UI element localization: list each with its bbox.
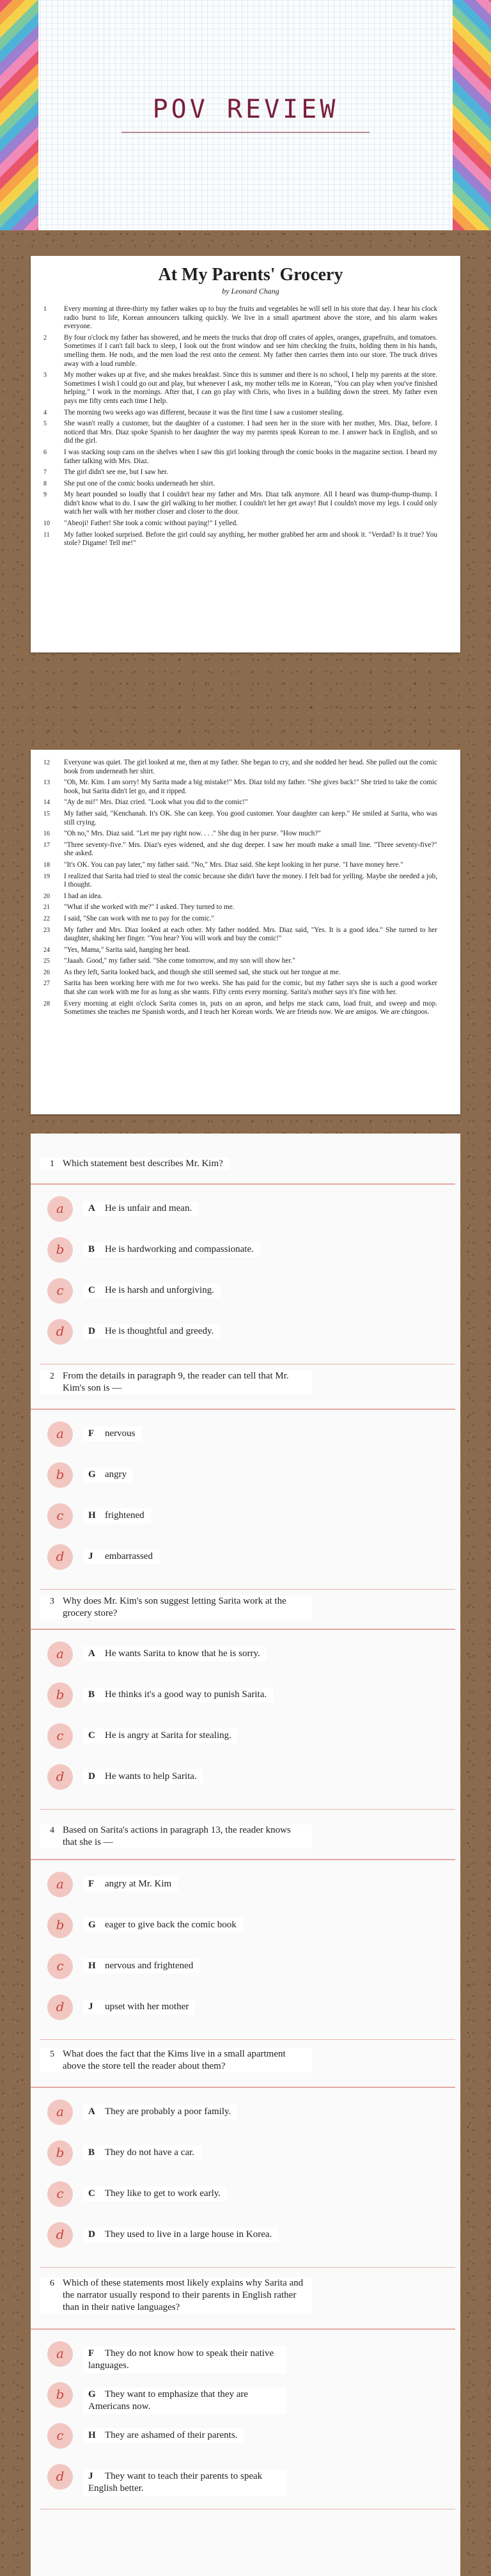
option-letter: J — [88, 2471, 93, 2481]
question-text — [40, 2048, 312, 2073]
paragraph-number: 28 — [43, 1000, 50, 1007]
paragraph-number: 25 — [43, 958, 50, 965]
option-bubble[interactable]: d — [47, 1544, 73, 1570]
paragraph-number: 16 — [43, 830, 50, 838]
answer-option-f[interactable] — [47, 1872, 444, 1897]
question-text — [40, 2277, 312, 2314]
question-text — [40, 1158, 230, 1170]
paragraph-number: 2 — [43, 334, 47, 342]
story-paragraph — [43, 892, 437, 901]
option-text: upset with her mother — [105, 2002, 189, 2012]
paragraph-text: "Ay de mi!" Mrs. Diaz cried. "Look what you did to the comic!" — [64, 798, 248, 807]
question-number: 5 — [50, 2050, 54, 2059]
paragraph-number: 23 — [43, 926, 50, 934]
option-label — [83, 1769, 203, 1784]
paragraph-text: The morning two weeks ago was different, because it was the first time I saw a customer stealing. — [64, 408, 344, 416]
option-label — [83, 1687, 273, 1702]
paragraph-number: 3 — [43, 372, 47, 379]
option-letter: D — [88, 1326, 95, 1336]
question-1 — [40, 1158, 455, 1339]
answer-option-j[interactable] — [47, 1544, 444, 1570]
paragraph-text: My heart pounded so loudly that I couldn't hear my father and Mrs. Diaz talk anymore. All I heard was thump-thump-thump. I didn't know what to do. I saw the girl walking to her mother. I couldn't let her get away! But I couldn't move my legs. I could only watch her walk with her mother closer and closer to the door. — [64, 491, 437, 516]
paragraph-text: "Oh, Mr. Kim. I am sorry! My Sarita made a big mistake!" Mrs. Diaz told my father. "She gives back!" She tried to take the comic book, but Sarita didn't let go, and it ripped. — [64, 778, 437, 795]
option-text: He thinks it's a good way to punish Sarita. — [105, 1689, 267, 1700]
story-paragraph — [43, 914, 437, 924]
option-letter: F — [88, 1879, 95, 1889]
option-text: They used to live in a large house in Korea. — [105, 2229, 272, 2240]
paragraph-number: 6 — [43, 448, 47, 456]
option-text: They do not have a car. — [105, 2147, 194, 2158]
option-label — [83, 2000, 195, 2014]
answer-option-j[interactable] — [47, 1995, 444, 2020]
option-text: He wants Sarita to know that he is sorry. — [105, 1648, 260, 1659]
paragraph-text: "Oh no," Mrs. Diaz said. "Let me pay right now. . . ." She dug in her purse. "How much?" — [64, 830, 321, 838]
option-letter: G — [88, 2389, 96, 2399]
story-paragraph — [43, 479, 437, 489]
option-bubble[interactable]: b — [47, 2382, 73, 2408]
answer-option-g[interactable] — [47, 1913, 444, 1938]
option-bubble[interactable]: d — [47, 2464, 73, 2490]
story-sheet-1 — [31, 256, 460, 652]
paragraph-number: 11 — [43, 531, 50, 539]
answer-option-h[interactable] — [47, 1503, 444, 1529]
option-letter: B — [88, 1689, 95, 1700]
question-text — [40, 1595, 312, 1620]
paragraph-text: Everyone was quiet. The girl looked at me, then at my father. She began to cry, and she nodded her head. She pulled out the comic book from underneath her shirt. — [64, 759, 437, 775]
option-label — [83, 1647, 267, 1661]
option-bubble[interactable]: c — [47, 1954, 73, 1979]
story-paragraph — [43, 830, 437, 839]
option-label — [83, 1508, 151, 1523]
story-paragraphs-part-2 — [43, 759, 437, 1017]
option-letter: F — [88, 1428, 95, 1439]
option-label — [83, 1242, 260, 1257]
paragraph-number: 18 — [43, 861, 50, 869]
story-paragraph — [43, 999, 437, 1017]
answer-option-c[interactable] — [47, 1278, 444, 1304]
option-text: He is unfair and mean. — [105, 1203, 192, 1213]
answer-option-a[interactable] — [47, 1641, 444, 1667]
paragraph-number: 15 — [43, 810, 50, 818]
question-divider — [31, 2087, 455, 2088]
option-text: They are probably a poor family. — [105, 2106, 231, 2117]
question-number: 1 — [50, 1159, 54, 1169]
question-prompt: Why does Mr. Kim's son suggest letting Sarita work at the grocery store? — [63, 1596, 286, 1618]
option-text: He is angry at Sarita for stealing. — [105, 1730, 231, 1741]
option-letter: G — [88, 1920, 96, 1930]
option-label — [83, 2105, 237, 2119]
answer-option-c[interactable] — [47, 1723, 444, 1749]
story-paragraph — [43, 968, 437, 977]
answer-option-d[interactable] — [47, 2222, 444, 2248]
question-divider — [31, 2328, 455, 2330]
option-bubble[interactable]: a — [47, 1872, 73, 1897]
story-sheet-2 — [31, 750, 460, 1114]
story-byline: by Leonard Chang — [222, 287, 279, 296]
paragraph-number: 19 — [43, 873, 50, 880]
question-text — [40, 1370, 312, 1395]
header-banner — [0, 0, 491, 230]
question-number: 3 — [50, 1597, 54, 1606]
paragraph-text: Every morning at eight o'clock Sarita comes in, puts on an apron, and helps me stack cans, load fruit, and sweep and mop. Sometimes she teaches me Spanish words, and I teach her Korean words. We are friends now. We are amigos. We are chingoos. — [64, 999, 437, 1016]
answer-option-f[interactable] — [47, 1421, 444, 1447]
paragraph-text: She put one of the comic books underneath her shirt. — [64, 479, 215, 487]
story-paragraph — [43, 979, 437, 997]
option-bubble[interactable]: b — [47, 1913, 73, 1938]
option-letter: B — [88, 2147, 95, 2158]
option-label — [83, 1467, 133, 1482]
option-label — [83, 1959, 199, 1973]
paragraph-number: 24 — [43, 946, 50, 954]
story-paragraph — [43, 408, 437, 418]
option-text: frightened — [105, 1510, 144, 1521]
paragraph-number: 20 — [43, 892, 50, 900]
paragraph-text: "Yes, Mama," Sarita said, hanging her head. — [64, 945, 191, 954]
paragraph-text: By four o'clock my father has showered, and he meets the trucks that drop off crates of apples, oranges, grapefruits, and tomatoes. Sometimes if I can't fall back to sleep, I look out the front window and see him checking the fruits, holding them in his hands, smelling them. He nods, and the men load the rest onto the cement. My father then carries them into our store. The truck drives away with a loud rumble. — [64, 333, 437, 368]
story-paragraph — [43, 778, 437, 796]
question-6 — [40, 2277, 455, 2493]
answer-option-g[interactable] — [47, 1462, 444, 1488]
option-bubble[interactable]: a — [47, 1421, 73, 1447]
paragraph-number: 27 — [43, 980, 50, 988]
option-letter: H — [88, 1961, 96, 1971]
question-4 — [40, 1824, 455, 2014]
question-divider — [31, 1183, 455, 1185]
paragraph-number: 8 — [43, 480, 47, 487]
paragraph-text: My father said, "Kenchanah. It's OK. She can keep. You good customer. Your daughter can keep." He smiled at Sarita, who was still crying. — [64, 809, 437, 826]
option-bubble[interactable]: d — [47, 1319, 73, 1345]
question-prompt: Which of these statements most likely explains why Sarita and the narrator usually respond to their parents in English rather than in their native languages? — [63, 2278, 304, 2312]
option-text: He wants to help Sarita. — [105, 1771, 197, 1782]
question-separator — [40, 2039, 455, 2040]
option-letter: A — [88, 1203, 95, 1213]
answer-option-b[interactable] — [47, 1682, 444, 1708]
paragraph-text: Every morning at three-thirty my father wakes up to buy the fruits and vegetables he will sell in his store that day. I hear his clock radio burst to life, Korean announcers talking quickly. We live in a small apartment above the store, and his alarm wakes everyone. — [64, 305, 437, 331]
paragraph-number: 22 — [43, 915, 50, 922]
answer-option-d[interactable] — [47, 1764, 444, 1790]
option-bubble[interactable]: c — [47, 2423, 73, 2449]
story-paragraph — [43, 926, 437, 944]
story-paragraph — [43, 491, 437, 517]
option-letter: A — [88, 2106, 95, 2117]
answer-option-g[interactable] — [47, 2382, 444, 2412]
paragraph-text: "It's OK. You can pay later," my father said. "No," Mrs. Diaz said. She kept looking in her purse. "I have money here." — [64, 860, 403, 869]
option-text: They do not know how to speak their native languages. — [88, 2348, 274, 2371]
question-divider — [31, 1629, 455, 1630]
paragraph-text: My father looked surprised. Before the girl could say anything, her mother grabbed her arm and shook it. "Verdad? Is it true? You stole? Digame! Tell me!" — [64, 530, 437, 548]
paragraph-number: 7 — [43, 469, 47, 477]
paragraph-number: 10 — [43, 520, 50, 528]
story-paragraph — [43, 468, 437, 477]
option-text: nervous and frightened — [105, 1961, 194, 1971]
story-paragraph — [43, 530, 437, 548]
answer-option-d[interactable] — [47, 1319, 444, 1345]
option-bubble[interactable]: a — [47, 1196, 73, 1222]
option-label — [83, 2186, 227, 2201]
paragraph-text: I had an idea. — [64, 892, 103, 900]
story-paragraph — [43, 841, 437, 858]
paragraph-number: 26 — [43, 968, 50, 976]
question-prompt: Which statement best describes Mr. Kim? — [63, 1158, 223, 1169]
answer-option-f[interactable] — [47, 2341, 444, 2371]
answer-option-j[interactable] — [47, 2464, 444, 2493]
option-bubble[interactable]: c — [47, 1503, 73, 1529]
option-letter: C — [88, 2188, 95, 2199]
option-label — [83, 2227, 278, 2242]
paragraph-text: "Three seventy-five." Mrs. Diaz's eyes widened, and she dug deeper. I saw her mouth make a small line. "Three seventy-five?" she asked. — [64, 841, 437, 858]
option-text: They like to get to work early. — [105, 2188, 221, 2199]
answer-option-h[interactable] — [47, 1954, 444, 1979]
option-label — [83, 2428, 244, 2443]
paragraph-text: I said, "She can work with me to pay for the comic." — [64, 914, 214, 922]
option-bubble[interactable]: c — [47, 2181, 73, 2207]
option-bubble[interactable]: d — [47, 2222, 73, 2248]
story-paragraph — [43, 903, 437, 912]
option-text: They are ashamed of their parents. — [105, 2430, 238, 2440]
option-text: nervous — [105, 1428, 136, 1439]
paragraph-text: I was stacking soup cans on the shelves when I saw this girl looking through the comic books in the magazine section. I heard my father talking with Mrs. Diaz. — [64, 448, 437, 465]
paragraph-number: 9 — [43, 491, 47, 499]
story-paragraph — [43, 448, 437, 466]
option-text: embarrassed — [105, 1551, 153, 1561]
question-prompt: Based on Sarita's actions in paragraph 13, the reader knows that she is — — [63, 1825, 291, 1847]
option-letter: D — [88, 1771, 95, 1782]
paragraph-text: "What if she worked with me?" I asked. They turned to me. — [64, 903, 235, 912]
option-label — [83, 2469, 286, 2496]
option-letter: J — [88, 1551, 93, 1561]
paragraph-text: As they left, Sarita looked back, and though she still seemed sad, she stuck out her tongue at me. — [64, 968, 341, 976]
story-paragraph — [43, 860, 437, 870]
story-paragraph — [43, 371, 437, 406]
question-number: 4 — [50, 1826, 54, 1835]
option-label — [83, 1201, 198, 1216]
answer-option-h[interactable] — [47, 2423, 444, 2449]
option-bubble[interactable]: b — [47, 1237, 73, 1263]
option-letter: C — [88, 1285, 95, 1295]
option-label — [83, 1324, 220, 1339]
option-bubble[interactable]: b — [47, 1682, 73, 1708]
option-letter: G — [88, 1469, 96, 1480]
question-2 — [40, 1370, 455, 1564]
answer-option-b[interactable] — [47, 1237, 444, 1263]
option-letter: C — [88, 1730, 95, 1741]
answer-option-a[interactable] — [47, 1196, 444, 1222]
option-letter: J — [88, 2002, 93, 2012]
story-paragraph — [43, 420, 437, 446]
question-divider — [31, 1859, 455, 1860]
option-bubble[interactable]: a — [47, 1641, 73, 1667]
option-bubble[interactable]: b — [47, 2140, 73, 2166]
option-text: angry at Mr. Kim — [105, 1879, 172, 1889]
story-title: At My Parents' Grocery — [158, 265, 343, 285]
paragraph-number: 1 — [43, 306, 47, 313]
option-letter: H — [88, 1510, 96, 1521]
option-letter: A — [88, 1648, 95, 1659]
question-separator — [40, 1589, 455, 1590]
option-text: eager to give back the comic book — [105, 1920, 237, 1930]
option-label — [83, 1549, 159, 1564]
option-label — [83, 1283, 221, 1298]
option-label — [83, 1728, 238, 1743]
option-text: They want to emphasize that they are Americans now. — [88, 2389, 249, 2412]
paragraph-text: "Abeoji! Father! She took a comic without paying!" I yelled. — [64, 519, 238, 528]
paragraph-text: My mother wakes up at five, and she makes breakfast. Since this is summer and there is no school, I help my parents at the store. Sometimes I wish I could go out and play, but whenever I ask, my mother tells me in Korean, "You can play when you've finished helping." I work in the mornings. After that, I can go play with Chris, who lives in a building down the street. My father even pays me fifty cents each time I help. — [64, 371, 437, 405]
question-prompt: From the details in paragraph 9, the reader can tell that Mr. Kim's son is — — [63, 1371, 289, 1393]
option-label — [83, 1918, 243, 1932]
answer-option-b[interactable] — [47, 2140, 444, 2166]
paragraph-text: Sarita has been working here with me for two weeks. She has paid for the comic, but my father says she is such a good worker that she can work with me for as long as she wants. Fifty cents every morning. Sarita's mother says it's fine with her. — [64, 979, 437, 997]
paragraph-number: 12 — [43, 759, 50, 766]
answer-option-c[interactable] — [47, 2181, 444, 2207]
question-divider — [31, 1409, 455, 1410]
option-label — [83, 1426, 142, 1441]
option-bubble[interactable]: b — [47, 1462, 73, 1488]
story-paragraph — [43, 305, 437, 331]
story-paragraph — [43, 333, 437, 368]
story-paragraph — [43, 809, 437, 827]
question-5 — [40, 2048, 455, 2242]
story-paragraph — [43, 872, 437, 890]
option-text: He is harsh and unforgiving. — [105, 1285, 214, 1295]
paragraph-number: 5 — [43, 420, 47, 428]
question-text — [40, 1824, 312, 1849]
paragraph-text: I realized that Sarita had tried to steal the comic because she didn't have the money. I felt bad for yelling. Maybe she needed a job, I thought. — [64, 872, 437, 889]
option-bubble[interactable]: c — [47, 1723, 73, 1749]
option-letter: F — [88, 2348, 95, 2359]
question-3 — [40, 1595, 455, 1784]
option-text: He is thoughtful and greedy. — [105, 1326, 214, 1336]
option-label — [83, 2346, 286, 2373]
option-bubble[interactable]: c — [47, 1278, 73, 1304]
option-label — [83, 2387, 286, 2414]
paragraph-number: 4 — [43, 409, 47, 416]
paragraph-number: 14 — [43, 799, 50, 807]
paragraph-text: "Jaaah. Good," my father said. "She come tomorrow, and my son will show her." — [64, 957, 295, 965]
option-letter: H — [88, 2430, 96, 2440]
story-paragraph — [43, 798, 437, 807]
paragraph-number: 17 — [43, 841, 50, 849]
question-prompt: What does the fact that the Kims live in a small apartment above the store tell the reader about them? — [63, 2049, 286, 2071]
story-paragraphs-part-1 — [43, 305, 437, 548]
option-bubble[interactable]: d — [47, 1764, 73, 1790]
option-label — [83, 1877, 178, 1892]
option-bubble[interactable]: d — [47, 1995, 73, 2020]
option-letter: B — [88, 1244, 95, 1254]
answer-option-a[interactable] — [47, 2099, 444, 2125]
question-separator — [40, 2267, 455, 2268]
option-text: They want to teach their parents to speak English better. — [88, 2471, 263, 2493]
story-paragraph — [43, 945, 437, 955]
option-bubble[interactable]: a — [47, 2099, 73, 2125]
title-underline — [121, 132, 370, 133]
question-number: 2 — [50, 1371, 54, 1381]
option-label — [83, 2145, 201, 2160]
page-title: POV REVIEW — [152, 95, 339, 124]
paragraph-text: My father and Mrs. Diaz looked at each other. My father nodded. Mrs. Diaz said, "Yes. It is a good idea." She turned to her daughter, shaking her finger. "You hear? You will work and buy the comic!" — [64, 926, 437, 943]
option-bubble[interactable]: a — [47, 2341, 73, 2367]
paragraph-text: The girl didn't see me, but I saw her. — [64, 468, 168, 477]
story-paragraph — [43, 759, 437, 776]
story-paragraph — [43, 519, 437, 528]
question-separator — [40, 1809, 455, 1810]
paragraph-number: 13 — [43, 779, 50, 787]
paragraph-number: 21 — [43, 904, 50, 912]
option-text: angry — [105, 1469, 127, 1480]
question-number: 6 — [50, 2279, 54, 2288]
option-text: He is hardworking and compassionate. — [105, 1244, 254, 1254]
story-paragraph — [43, 957, 437, 966]
paragraph-text: She wasn't really a customer, but the daughter of a customer. I had seen her in the store with her mother, Mrs. Diaz, before. I noticed that Mrs. Diaz spoke Spanish to her daughter the way my parents speak Korean to me. I answer back in English, and so did the girl. — [64, 420, 437, 445]
option-letter: D — [88, 2229, 95, 2240]
